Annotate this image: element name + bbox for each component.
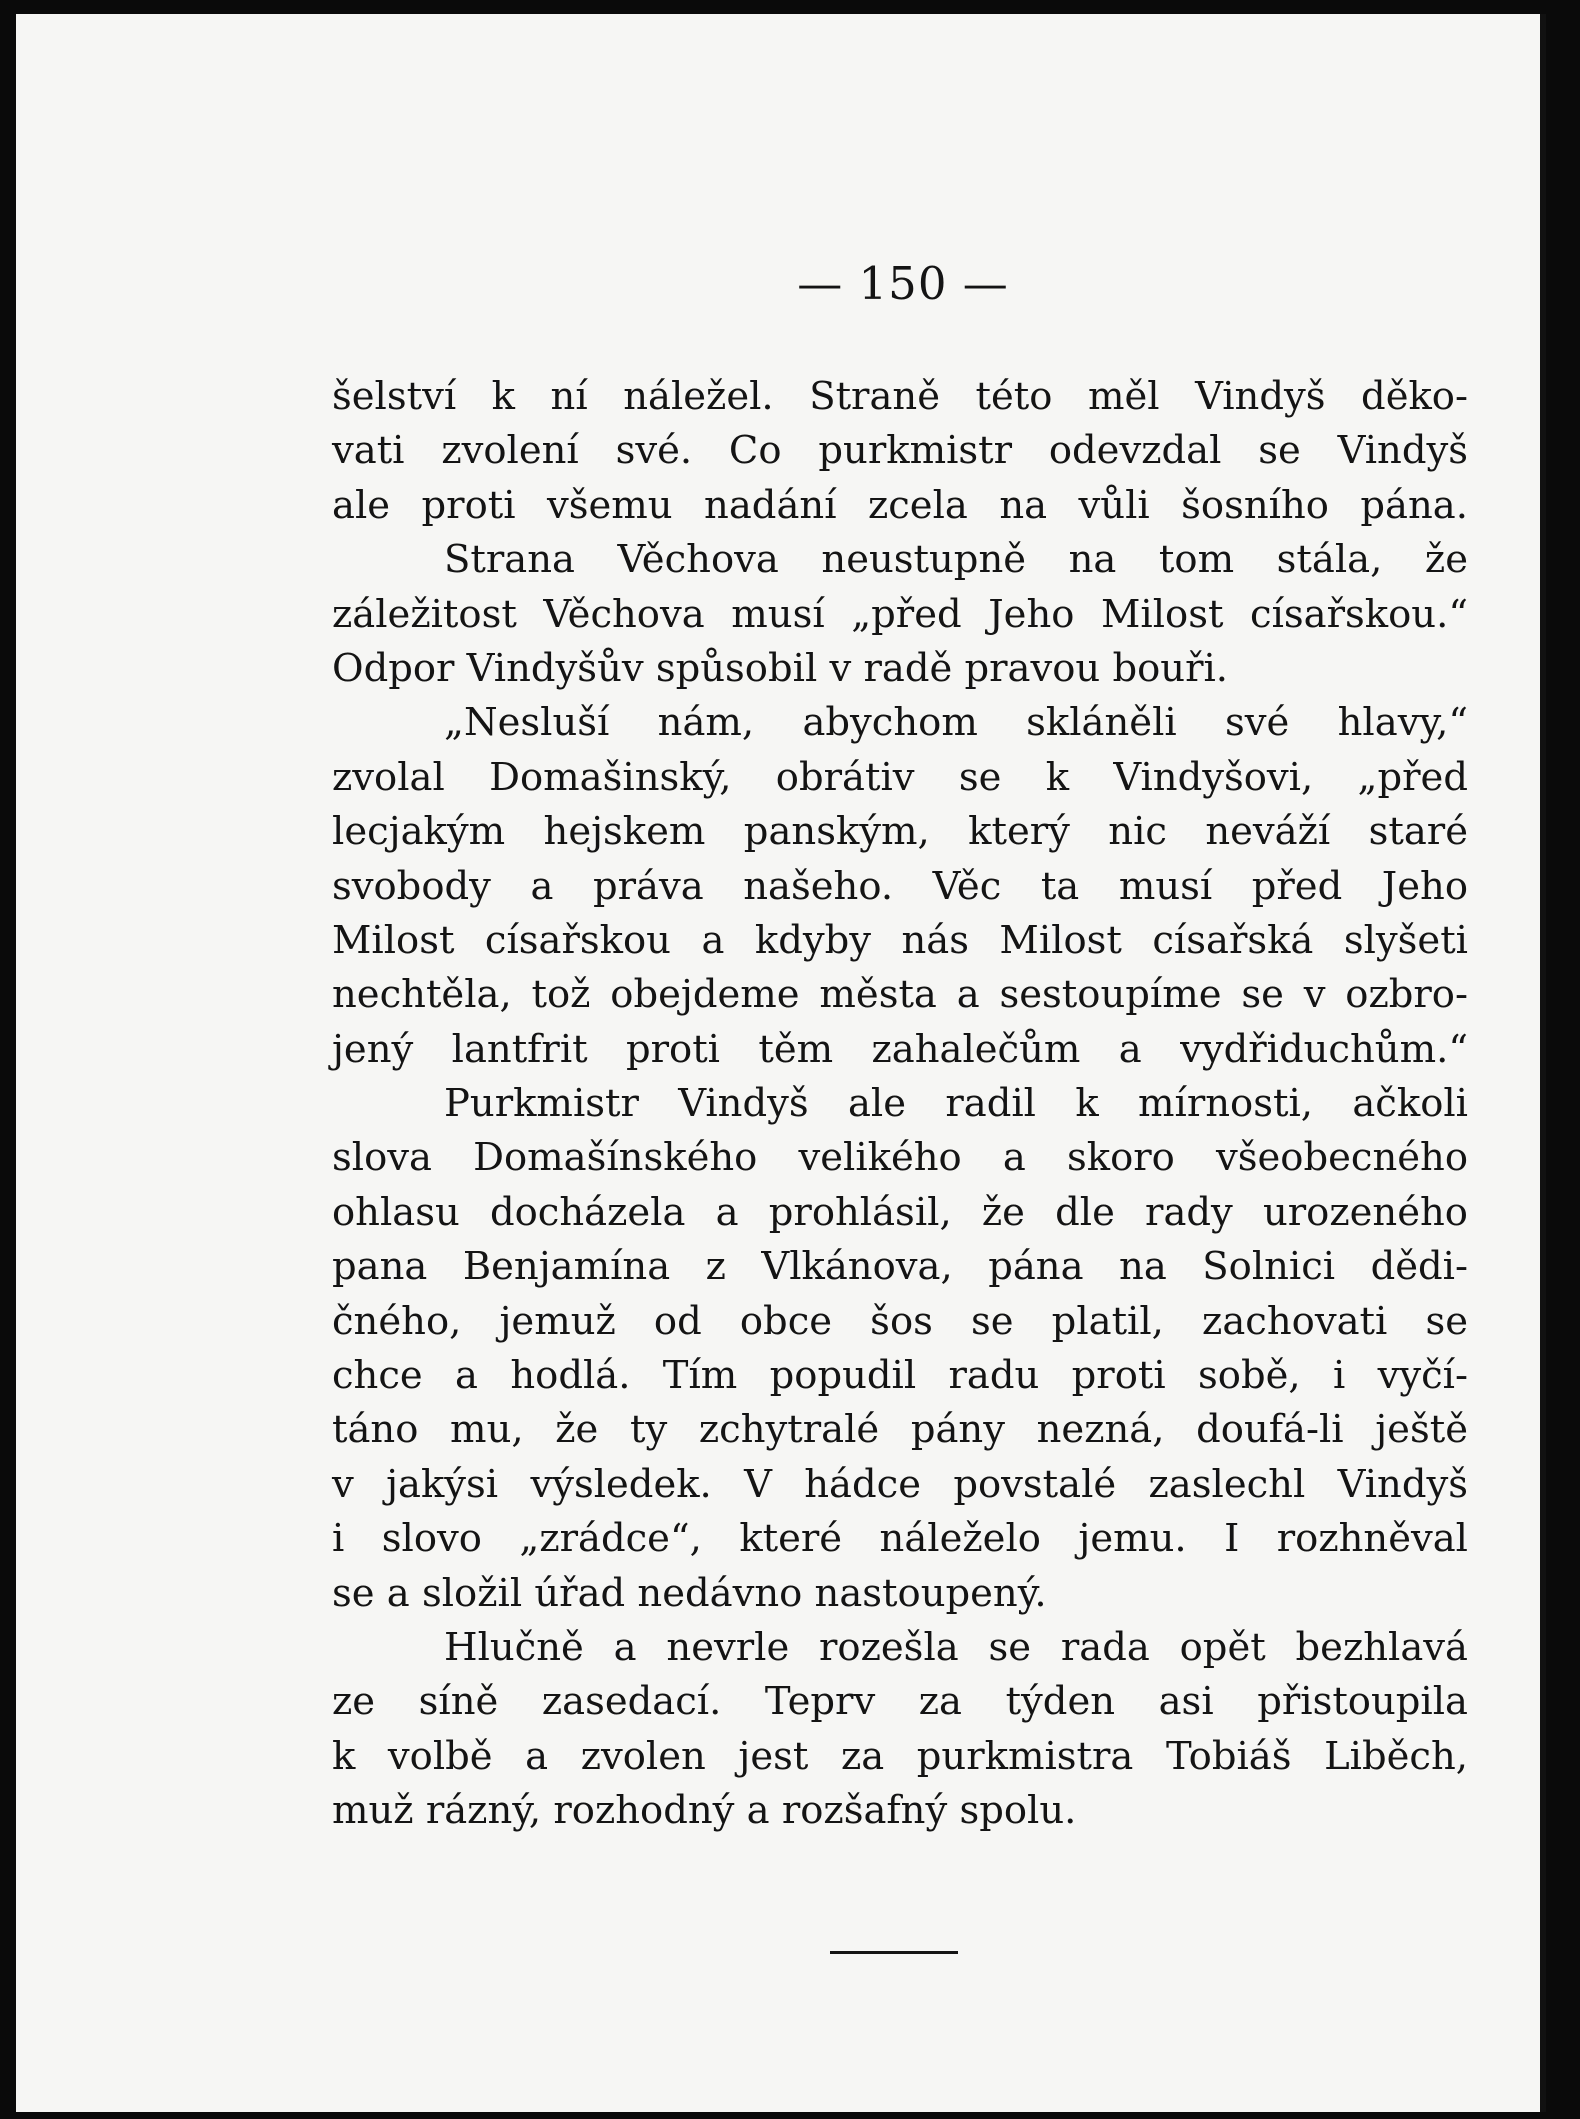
text-line: nechtěla, tož obejdeme města a sestoupíme se v ozbro-: [332, 972, 1468, 1018]
page-edge-rule: [1540, 14, 1546, 2112]
page-number: — 150 —: [797, 257, 1009, 310]
text-line: jený lantfrit proti těm zahalečům a vydřiduchům.“: [332, 1026, 1468, 1072]
text-line: zvolal Domašinský, obrátiv se k Vindyšovi, „před: [332, 754, 1468, 800]
end-of-chapter-rule: [830, 1951, 958, 1954]
text-line: táno mu, že ty zchytralé pány nezná, doufá-li ještě: [332, 1407, 1468, 1453]
text-line: „Nesluší nám, abychom skláněli své hlavy,“: [444, 700, 1468, 746]
text-line: šelství k ní náležel. Straně této měl Vindyš děko-: [332, 374, 1468, 419]
text-line: chce a hodlá. Tím popudil radu proti sobě, i vyčí-: [332, 1353, 1468, 1399]
text-line: Purkmistr Vindyš ale radil k mírnosti, ačkoli: [444, 1081, 1468, 1127]
text-line: ze síně zasedací. Teprv za týden asi přistoupila: [332, 1679, 1468, 1725]
text-line: vati zvolení své. Co purkmistr odevzdal se Vindyš: [332, 428, 1468, 474]
text-line: Hlučně a nevrle rozešla se rada opět bezhlavá: [444, 1624, 1468, 1670]
text-line: svobody a práva našeho. Věc ta musí před Jeho: [332, 863, 1468, 909]
body-text: [332, 370, 1468, 1839]
text-line: ale proti všemu nadání zcela na vůli šosního pána.: [332, 482, 1468, 528]
text-line: i slovo „zrádce“, které náleželo jemu. I rozhněval: [332, 1516, 1468, 1562]
text-line: ohlasu docházela a prohlásil, že dle rady urozeného: [332, 1189, 1468, 1235]
text-line: muž rázný, rozhodný a rozšafný spolu.: [332, 1788, 1077, 1834]
text-line: Odpor Vindyšův spůsobil v radě pravou bouři.: [332, 645, 1229, 691]
text-line: v jakýsi výsledek. V hádce povstalé zaslechl Vindyš: [332, 1461, 1468, 1507]
text-line: záležitost Věchova musí „před Jeho Milost císařskou.“: [332, 591, 1468, 637]
text-line: se a složil úřad nedávno nastoupený.: [332, 1570, 1047, 1616]
text-line: Strana Věchova neustupně na tom stála, že: [444, 537, 1468, 583]
book-page: [16, 14, 1546, 2112]
text-line: slova Domašínského velikého a skoro všeobecného: [332, 1135, 1468, 1181]
text-line: lecjakým hejskem panským, který nic neváží staré: [332, 809, 1468, 855]
text-line: Milost císařskou a kdyby nás Milost císařská slyšeti: [332, 917, 1468, 963]
text-line: pana Benjamína z Vlkánova, pána na Solnici dědi-: [332, 1244, 1468, 1290]
text-line: k volbě a zvolen jest za purkmistra Tobiáš Liběch,: [332, 1733, 1468, 1779]
text-line: čného, jemuž od obce šos se platil, zachovati se: [332, 1298, 1468, 1344]
